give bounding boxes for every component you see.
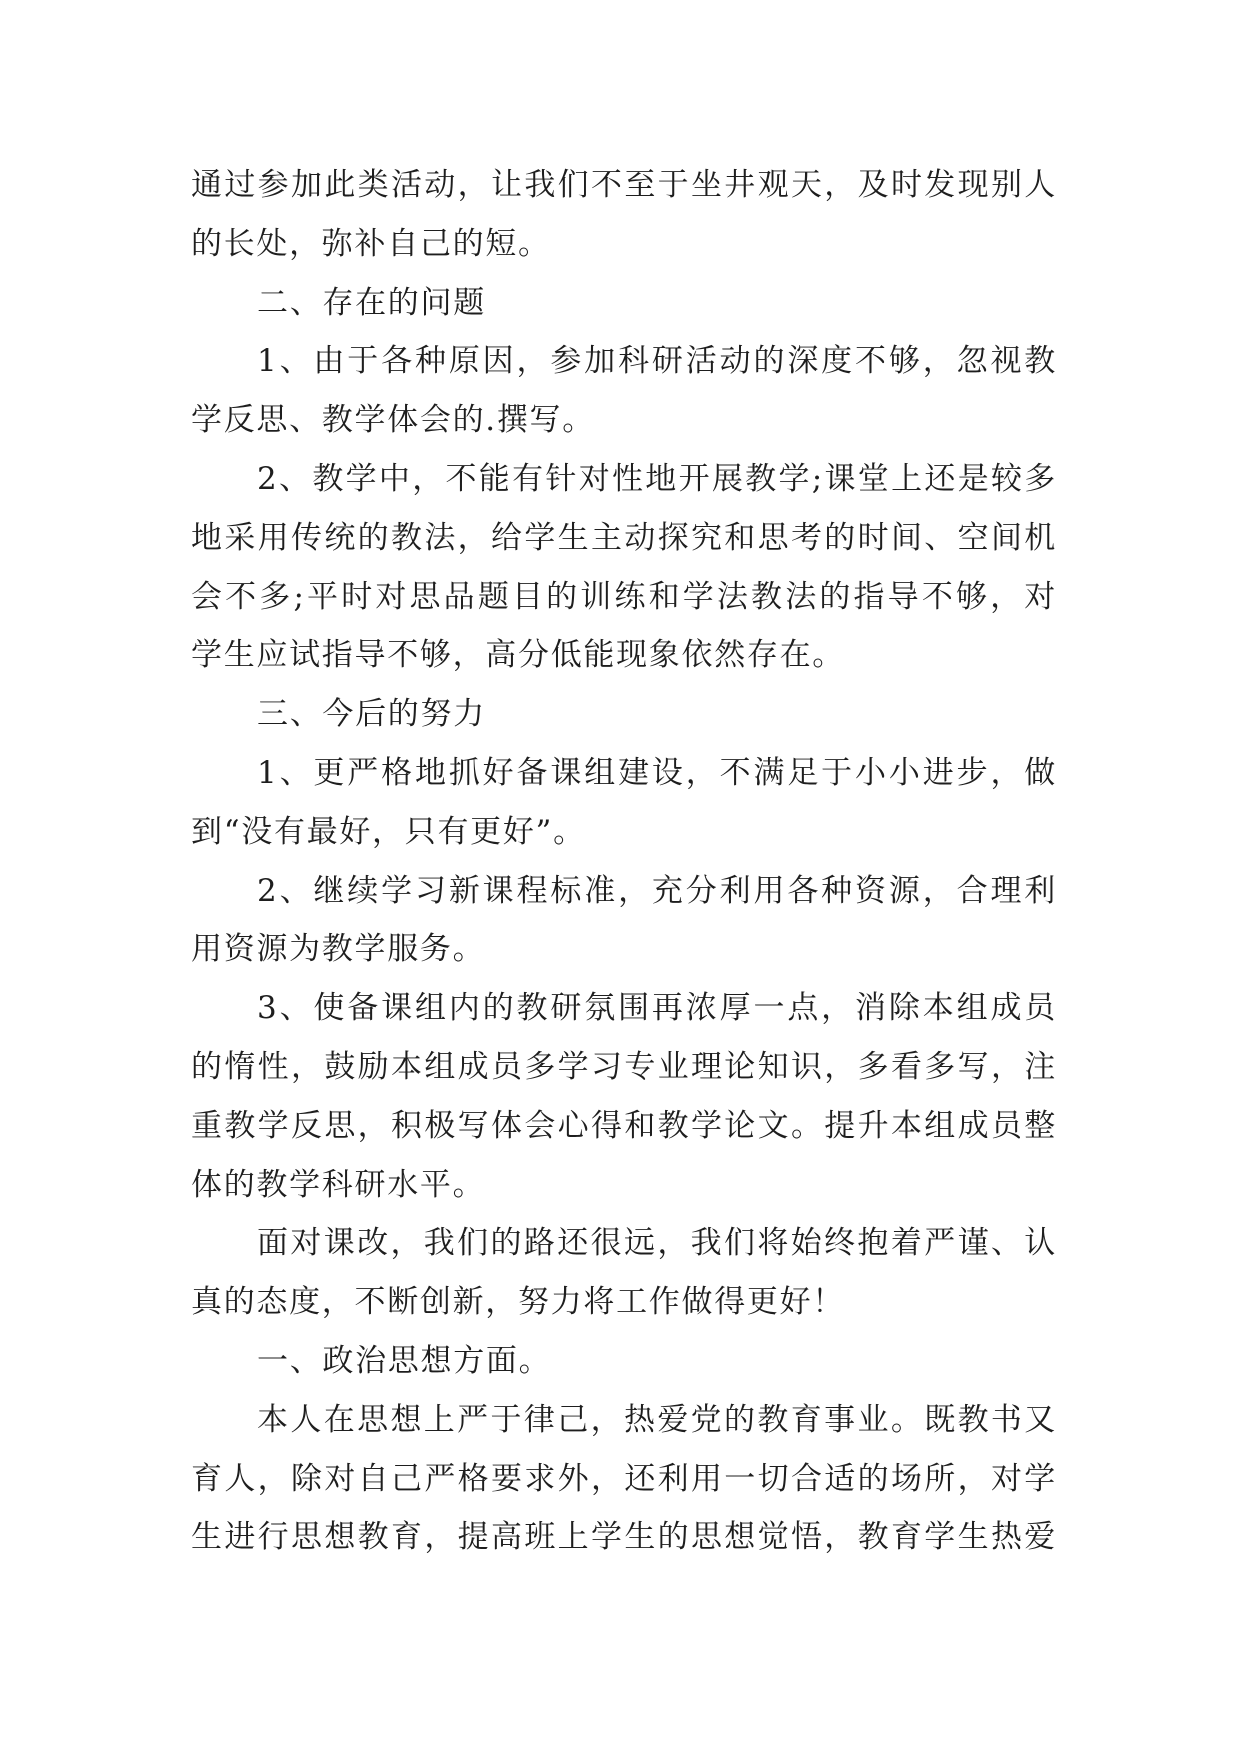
text-line: 2、继续学习新课程标准，充分利用各种资源，合理利 <box>257 872 1057 909</box>
paragraph <box>191 744 1057 862</box>
text-line: 学生应试指导不够，高分低能现象依然存在。 <box>191 637 845 674</box>
paragraph <box>191 862 1057 980</box>
text-line: 到“没有最好，只有更好”。 <box>191 813 586 850</box>
text-line: 2、教学中，不能有针对性地开展教学;课堂上还是较多 <box>257 460 1057 497</box>
text-line: 的惰性，鼓励本组成员多学习专业理论知识，多看多写，注 <box>191 1048 1057 1085</box>
section-heading-text: 一、政治思想方面。 <box>257 1342 552 1379</box>
paragraph <box>191 450 1057 685</box>
text-line: 体的教学科研水平。 <box>191 1166 486 1203</box>
text-line: 真的态度，不断创新，努力将工作做得更好！ <box>191 1284 845 1321</box>
text-line: 育人，除对自己严格要求外，还利用一切合适的场所，对学 <box>191 1460 1057 1497</box>
paragraph <box>191 979 1057 1214</box>
section-heading <box>191 685 1057 744</box>
text-line: 会不多;平时对思品题目的训练和学法教法的指导不够，对 <box>191 578 1057 615</box>
paragraph <box>191 1214 1057 1332</box>
text-line: 本人在思想上严于律己，热爱党的教育事业。既教书又 <box>257 1401 1057 1438</box>
text-line: 3、使备课组内的教研氛围再浓厚一点，消除本组成员 <box>257 990 1057 1027</box>
text-line: 地采用传统的教法，给学生主动探究和思考的时间、空间机 <box>191 519 1057 556</box>
section-heading <box>191 274 1057 333</box>
text-line: 面对课改，我们的路还很远，我们将始终抱着严谨、认 <box>257 1225 1057 1262</box>
paragraph <box>191 156 1057 274</box>
text-line: 用资源为教学服务。 <box>191 931 486 968</box>
paragraph <box>191 1391 1057 1567</box>
section-heading-text: 三、今后的努力 <box>257 696 486 733</box>
section-heading <box>191 1332 1057 1391</box>
text-line: 学反思、教学体会的.撰写。 <box>191 402 595 439</box>
text-line: 重教学反思，积极写体会心得和教学论文。提升本组成员整 <box>191 1107 1057 1144</box>
text-line: 生进行思想教育，提高班上学生的思想觉悟，教育学生热爱 <box>191 1519 1057 1556</box>
text-line: 1、更严格地抓好备课组建设，不满足于小小进步，做 <box>257 754 1057 791</box>
paragraph <box>191 332 1057 450</box>
text-line: 通过参加此类活动，让我们不至于坐井观天，及时发现别人 <box>191 167 1057 203</box>
text-line: 的长处，弥补自己的短。 <box>191 225 551 262</box>
section-heading-text: 二、存在的问题 <box>257 284 486 321</box>
document-body <box>191 156 1057 1567</box>
text-line: 1、由于各种原因，参加科研活动的深度不够，忽视教 <box>257 343 1057 380</box>
